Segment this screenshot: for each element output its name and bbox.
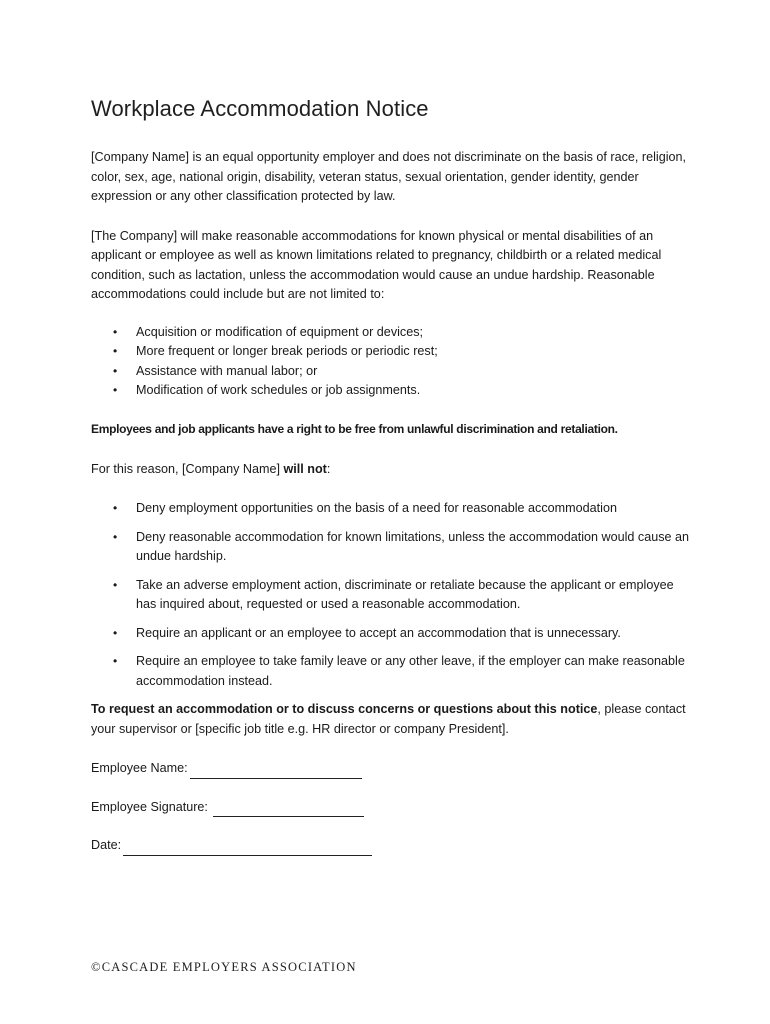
bullet-icon: •: [113, 383, 118, 397]
date-input-line[interactable]: [123, 841, 372, 856]
date-field: [91, 836, 691, 856]
list-item: • Modification of work schedules or job assignments.: [91, 381, 691, 401]
bullet-icon: •: [113, 344, 118, 358]
list-item: • Acquisition or modification of equipment or devices;: [91, 323, 691, 343]
accommodations-list: [91, 323, 691, 401]
list-item: • Require an applicant or an employee to accept an accommodation that is unnecessary.: [91, 624, 691, 644]
employee-name-label: Employee Name:: [91, 761, 188, 775]
bullet-icon: •: [113, 625, 118, 640]
employee-name-field: [91, 759, 691, 779]
list-item: • Require an employee to take family leave or any other leave, if the employer can make reasonable accommodation instead.: [113, 654, 685, 688]
bullet-icon: •: [113, 363, 118, 378]
employee-signature-label: Employee Signature:: [91, 799, 212, 814]
employee-signature-field: [91, 798, 691, 818]
page-title: Workplace Accommodation Notice: [91, 96, 429, 121]
list-item: • Deny employment opportunities on the basis of a need for reasonable accommodation: [91, 499, 691, 519]
bullet-icon: •: [113, 324, 118, 339]
employee-name-input-line[interactable]: [190, 764, 362, 779]
list-item: • Assistance with manual labor; or: [91, 362, 691, 382]
list-item: • Deny reasonable accommodation for known limitations, unless the accommodation would cause an undue hardship.: [113, 529, 690, 563]
rights-statement: Employees and job applicants have a right to be free from unlawful discrimination and retaliation.: [91, 421, 618, 436]
employee-signature-input-line[interactable]: [213, 802, 364, 817]
footer-copyright: ©CASCADE EMPLOYERS ASSOCIATION: [91, 960, 357, 974]
request-emphasis: To request an accommodation or to discuss concerns or questions about this notice: [91, 702, 598, 716]
reason-line: For this reason, [Company Name] will not:: [91, 461, 331, 476]
bullet-icon: •: [113, 654, 118, 668]
bullet-icon: •: [113, 529, 118, 544]
intro-paragraph: [Company Name] is an equal opportunity employer and does not discriminate on the basis of race, religion, color, sex, age, national origin, disability, veteran status, sexual orientation, gender identity, gender expression or any other classification protected by law.: [91, 150, 687, 203]
date-label: Date:: [91, 838, 122, 852]
list-item: • More frequent or longer break periods or periodic rest;: [91, 342, 691, 362]
will-not-list: [91, 499, 691, 691]
bullet-icon: •: [113, 577, 118, 592]
bullet-icon: •: [113, 501, 118, 515]
accommodations-paragraph: [The Company] will make reasonable accommodations for known physical or mental disabilities of an applicant or employee as well as known limitations related to pregnancy, childbirth or a related medical condition, such as lactation, unless the accommodation would cause an undue hardship. Reasonable accommodations could include but are not limited to:: [91, 228, 662, 301]
document-page: [91, 96, 691, 875]
list-item: • Take an adverse employment action, discriminate or retaliate because the applicant or employee has inquired about, requested or used a reasonable accommodation.: [113, 577, 674, 611]
request-paragraph: To request an accommodation or to discuss concerns or questions about this notice, please contact your supervisor or [specific job title e.g. HR director or company President].: [91, 702, 686, 736]
will-not-emphasis: will not: [283, 461, 327, 476]
